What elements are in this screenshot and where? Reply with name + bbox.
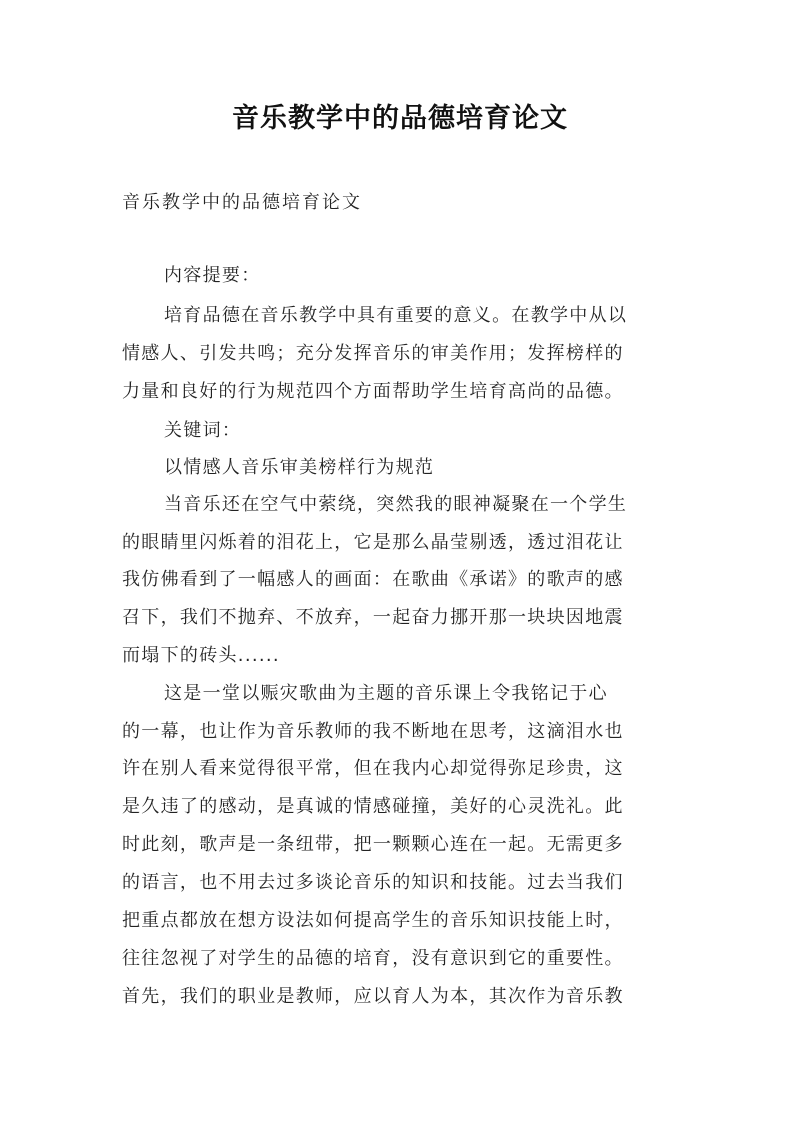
text-line: 关键词： <box>164 420 242 441</box>
text-line: 的一幕，也让作为音乐教师的我不断地在思考，这滴泪水也 <box>122 721 624 742</box>
text-line: 我仿佛看到了一幅感人的画面：在歌曲《承诺》的歌声的感 <box>122 569 624 590</box>
text-line: 召下，我们不抛弃、不放弃，一起奋力挪开那一块块因地震 <box>122 607 624 628</box>
text-line: 首先，我们的职业是教师，应以育人为本，其次作为音乐教 <box>122 986 624 1007</box>
text-line: 的眼睛里闪烁着的泪花上，它是那么晶莹剔透，透过泪花让 <box>122 532 624 553</box>
text-line: 内容提要： <box>164 265 261 286</box>
text-line: 培育品德在音乐教学中具有重要的意义。在教学中从以 <box>164 305 628 326</box>
text-line: 往往忽视了对学生的品德的培育，没有意识到它的重要性。 <box>122 948 624 969</box>
text-line: 当音乐还在空气中萦绕，突然我的眼神凝聚在一个学生 <box>164 494 628 515</box>
document-title: 音乐教学中的品德培育论文 <box>232 103 568 134</box>
text-line: 许在别人看来觉得很平常，但在我内心却觉得弥足珍贵，这 <box>122 758 624 779</box>
text-line: 情感人、引发共鸣；充分发挥音乐的审美作用；发挥榜样的 <box>122 343 624 364</box>
text-line: 以情感人音乐审美榜样行为规范 <box>164 457 435 478</box>
text-line: 时此刻，歌声是一条纽带，把一颗颗心连在一起。无需更多 <box>122 834 624 855</box>
text-line: 这是一堂以赈灾歌曲为主题的音乐课上令我铭记于心 <box>164 683 608 704</box>
text-line: 而塌下的砖头...... <box>122 645 280 666</box>
text-line: 把重点都放在想方设法如何提高学生的音乐知识技能上时， <box>122 910 624 931</box>
text-line: 的语言，也不用去过多谈论音乐的知识和技能。过去当我们 <box>122 872 624 893</box>
text-line: 力量和良好的行为规范四个方面帮助学生培育高尚的品德。 <box>122 381 624 402</box>
document-subtitle: 音乐教学中的品德培育论文 <box>122 192 362 213</box>
text-line: 是久违了的感动，是真诚的情感碰撞，美好的心灵洗礼。此 <box>122 796 624 817</box>
